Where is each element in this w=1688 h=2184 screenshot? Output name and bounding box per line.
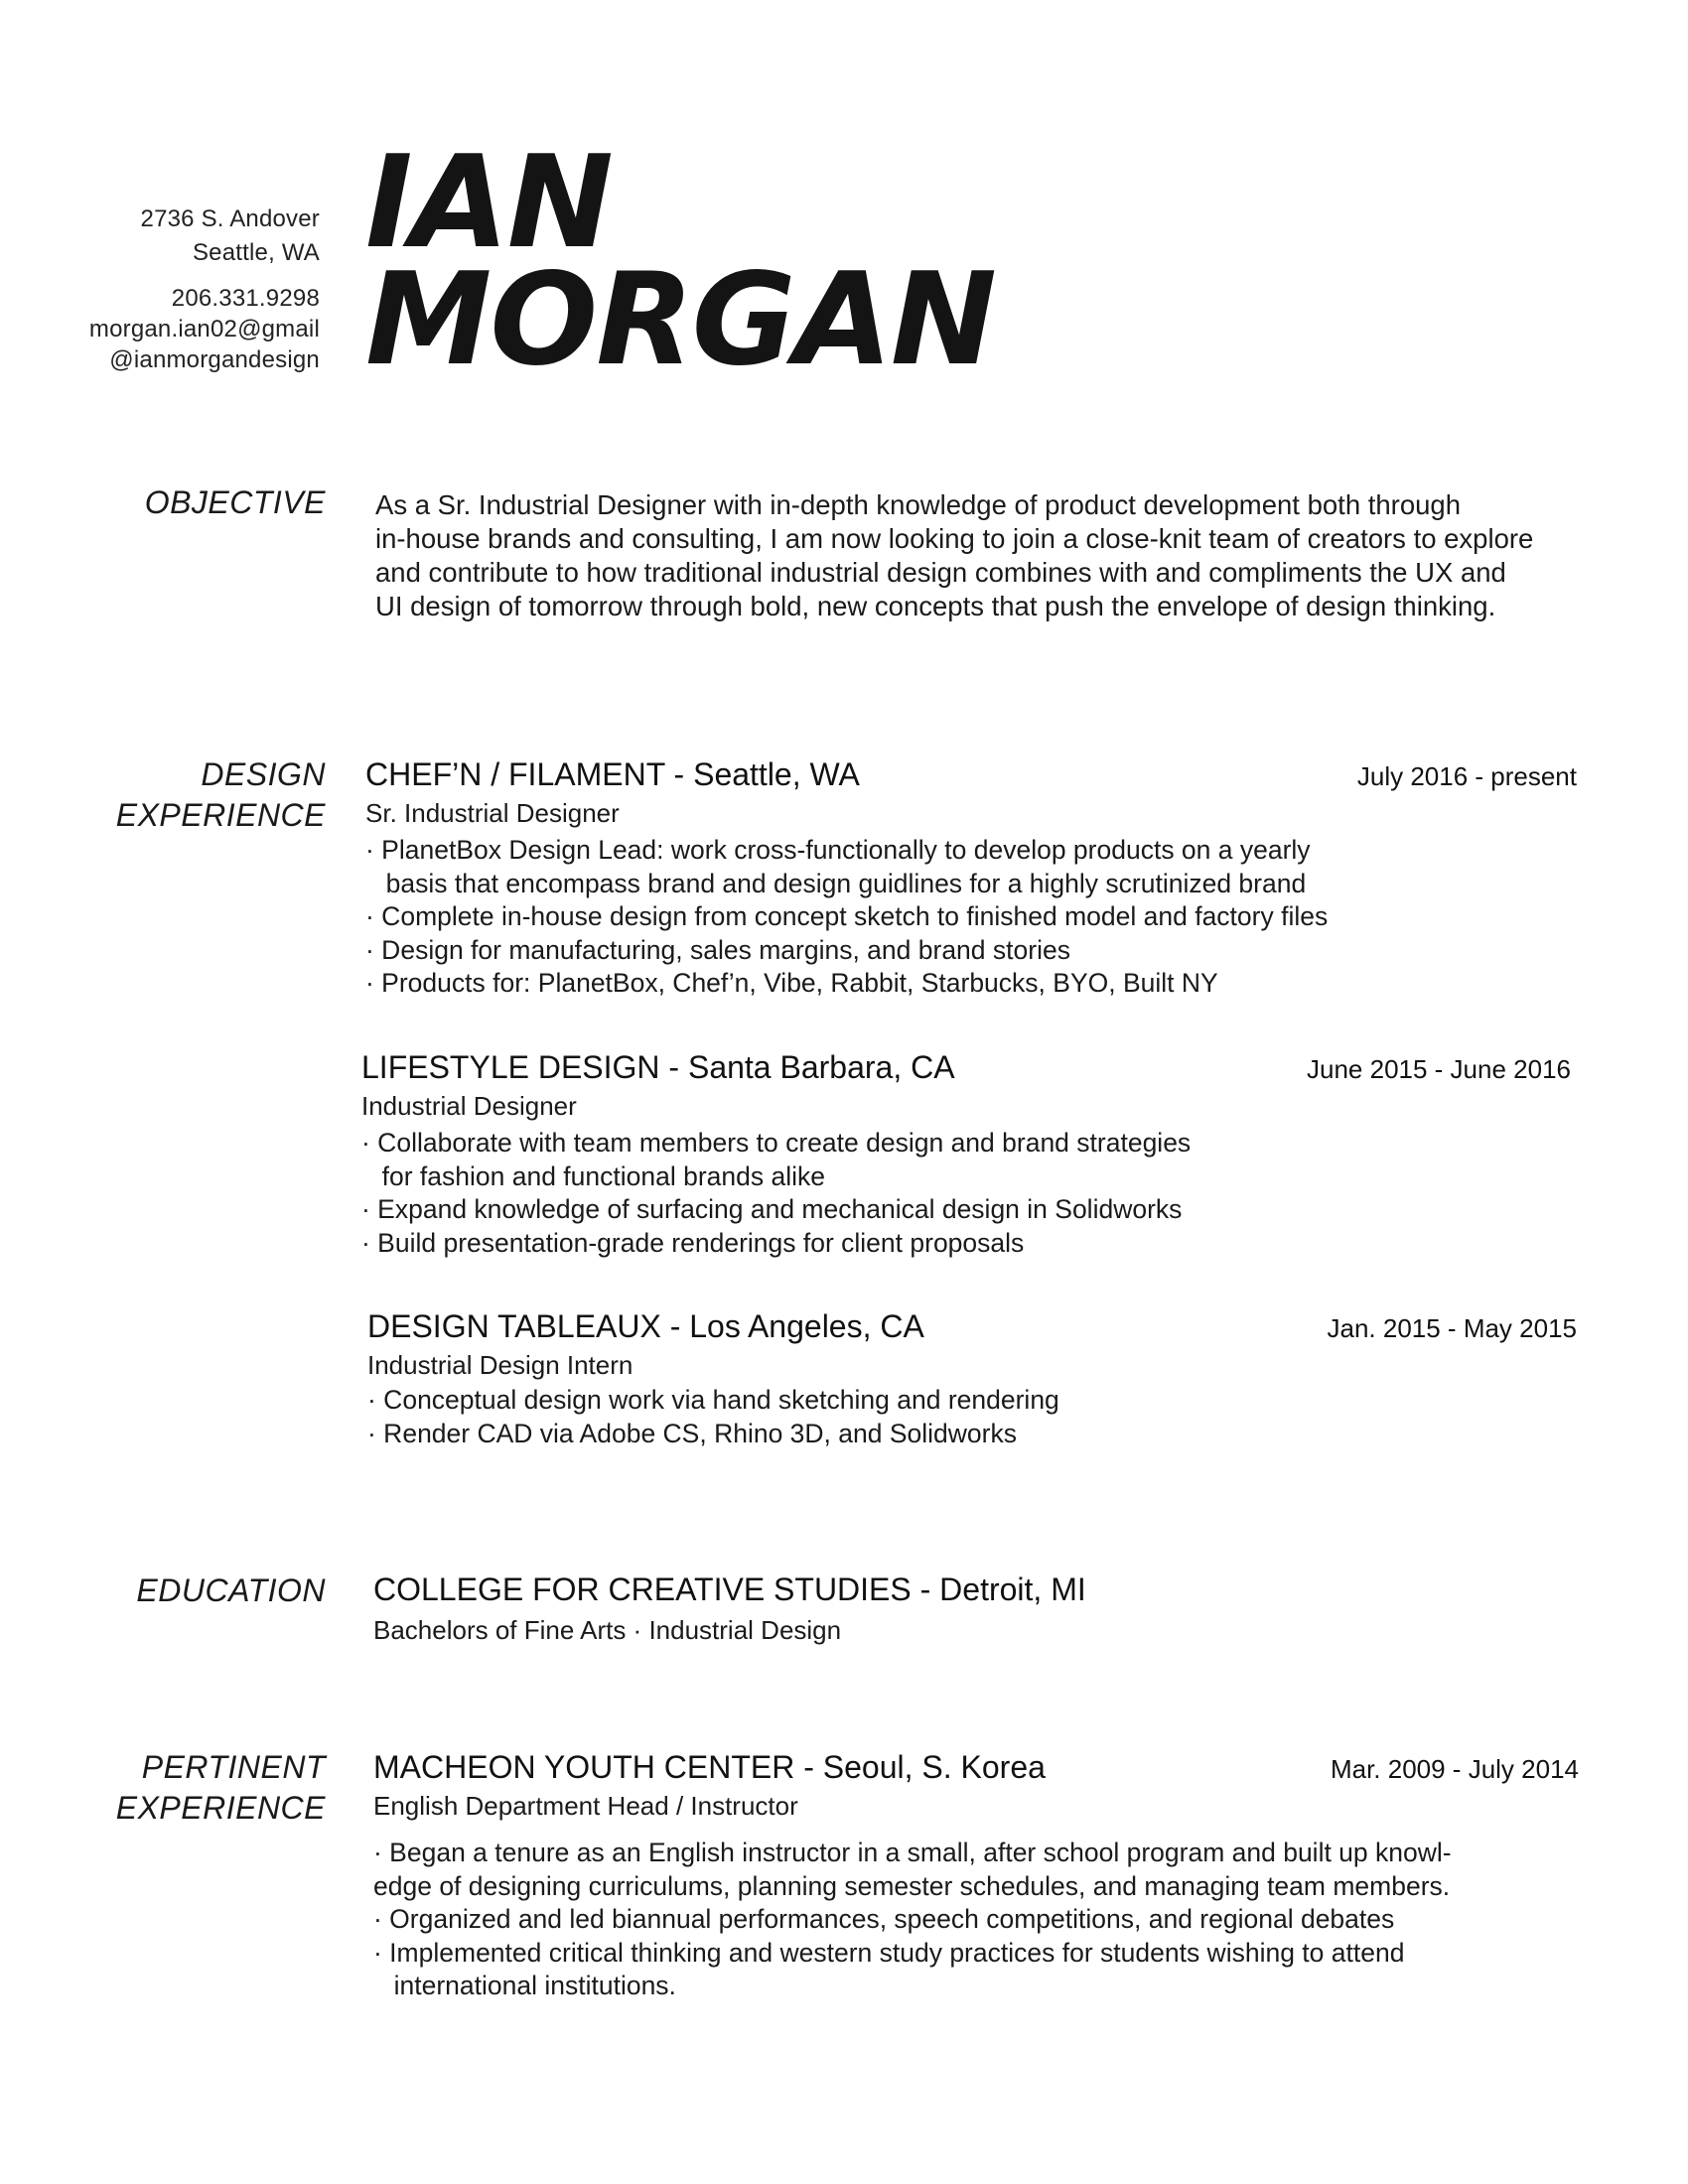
bullet-line: · Began a tenure as an English instructor in a small, after school program and built up knowl- [373, 1838, 1452, 1867]
bullet-line: · Render CAD via Adobe CS, Rhino 3D, and Solidworks [367, 1418, 1017, 1448]
bullet-line: · Complete in-house design from concept sketch to finished model and factory files [365, 901, 1329, 931]
education-entry [373, 1570, 1565, 1647]
label-line: EXPERIENCE [115, 797, 326, 833]
objective-line: UI design of tomorrow through bold, new concepts that push the envelope of design thinking. [375, 591, 1496, 621]
entry-title: LIFESTYLE DESIGN - Santa Barbara, CA [361, 1049, 955, 1085]
address-line-2: Seattle, WA [192, 239, 320, 266]
experience-entry [361, 1048, 1571, 1260]
bullet-line: edge of designing curriculums, planning semester schedules, and managing team members. [373, 1870, 1451, 1901]
bullet-line: · Implemented critical thinking and western study practices for students wishing to attend [373, 1937, 1405, 1968]
objective-label-text: OBJECTIVE [144, 484, 326, 520]
entry-date: Mar. 2009 - July 2014 [1330, 1754, 1579, 1784]
education-title: COLLEGE FOR CREATIVE STUDIES - Detroit, MI [373, 1571, 1086, 1607]
social-handle: @ianmorgandesign [109, 346, 320, 373]
entry-title: MACHEON YOUTH CENTER - Seoul, S. Korea [373, 1749, 1046, 1785]
design-experience-label [40, 754, 326, 836]
entry-date: Jan. 2015 - May 2015 [1327, 1313, 1577, 1343]
bullet-line: · PlanetBox Design Lead: work cross-functionally to develop products on a yearly [365, 835, 1311, 865]
contact-info [60, 203, 320, 377]
first-name: IAN [365, 129, 612, 277]
entry-date: July 2016 - present [1356, 761, 1577, 791]
entry-bullets [361, 1127, 1571, 1260]
phone-number: 206.331.9298 [171, 285, 320, 312]
experience-entry [365, 755, 1577, 1001]
label-line: DESIGN [201, 756, 326, 792]
objective-text [375, 488, 1597, 623]
entry-title: DESIGN TABLEAUX - Los Angeles, CA [367, 1308, 924, 1344]
education-label [40, 1570, 326, 1611]
objective-line: and contribute to how traditional industrial design combines with and compliments the UX and [375, 557, 1506, 588]
entry-role: Sr. Industrial Designer [365, 798, 620, 828]
label-line: EXPERIENCE [115, 1790, 326, 1826]
label-line: PERTINENT [141, 1749, 326, 1785]
bullet-line: · Products for: PlanetBox, Chef’n, Vibe, Rabbit, Starbucks, BYO, Built NY [365, 968, 1218, 998]
education-label-text: EDUCATION [136, 1572, 326, 1608]
bullet-line: · Design for manufacturing, sales margins, and brand stories [365, 934, 1070, 965]
email-address: morgan.ian02@gmail [88, 316, 320, 342]
last-name: MORGAN [365, 246, 995, 394]
entry-title: CHEF’N / FILAMENT - Seattle, WA [365, 756, 860, 792]
bullet-line: international institutions. [373, 1971, 676, 2000]
bullet-line: · Build presentation-grade renderings for client proposals [361, 1227, 1025, 1258]
entry-role: English Department Head / Instructor [373, 1791, 798, 1821]
bullet-line: basis that encompass brand and design guidlines for a highly scrutinized brand [365, 868, 1307, 898]
entry-bullets [365, 834, 1577, 1001]
bullet-line: · Conceptual design work via hand sketching and rendering [367, 1385, 1059, 1415]
entry-date: June 2015 - June 2016 [1307, 1054, 1571, 1084]
entry-role: Industrial Designer [361, 1091, 577, 1121]
objective-label [40, 482, 326, 523]
experience-entry [367, 1307, 1577, 1450]
address-line-1: 2736 S. Andover [140, 205, 320, 232]
bullet-line: for fashion and functional brands alike [361, 1160, 825, 1191]
bullet-line: · Expand knowledge of surfacing and mechanical design in Solidworks [361, 1194, 1183, 1224]
bullet-line: · Collaborate with team members to create design and brand strategies [361, 1128, 1192, 1158]
entry-role: Industrial Design Intern [367, 1350, 633, 1380]
bullet-line: · Organized and led biannual performances, speech competitions, and regional debates [373, 1904, 1395, 1934]
pertinent-entry [373, 1748, 1579, 2003]
entry-bullets [367, 1384, 1577, 1450]
entry-bullets [373, 1837, 1579, 2003]
education-degree: Bachelors of Fine Arts · Industrial Design [373, 1615, 842, 1645]
name-heading [365, 129, 995, 394]
pertinent-experience-label [40, 1747, 326, 1829]
objective-line: in-house brands and consulting, I am now looking to join a close-knit team of creators to explore [375, 523, 1534, 554]
objective-line: As a Sr. Industrial Designer with in-depth knowledge of product development both through [375, 489, 1462, 520]
